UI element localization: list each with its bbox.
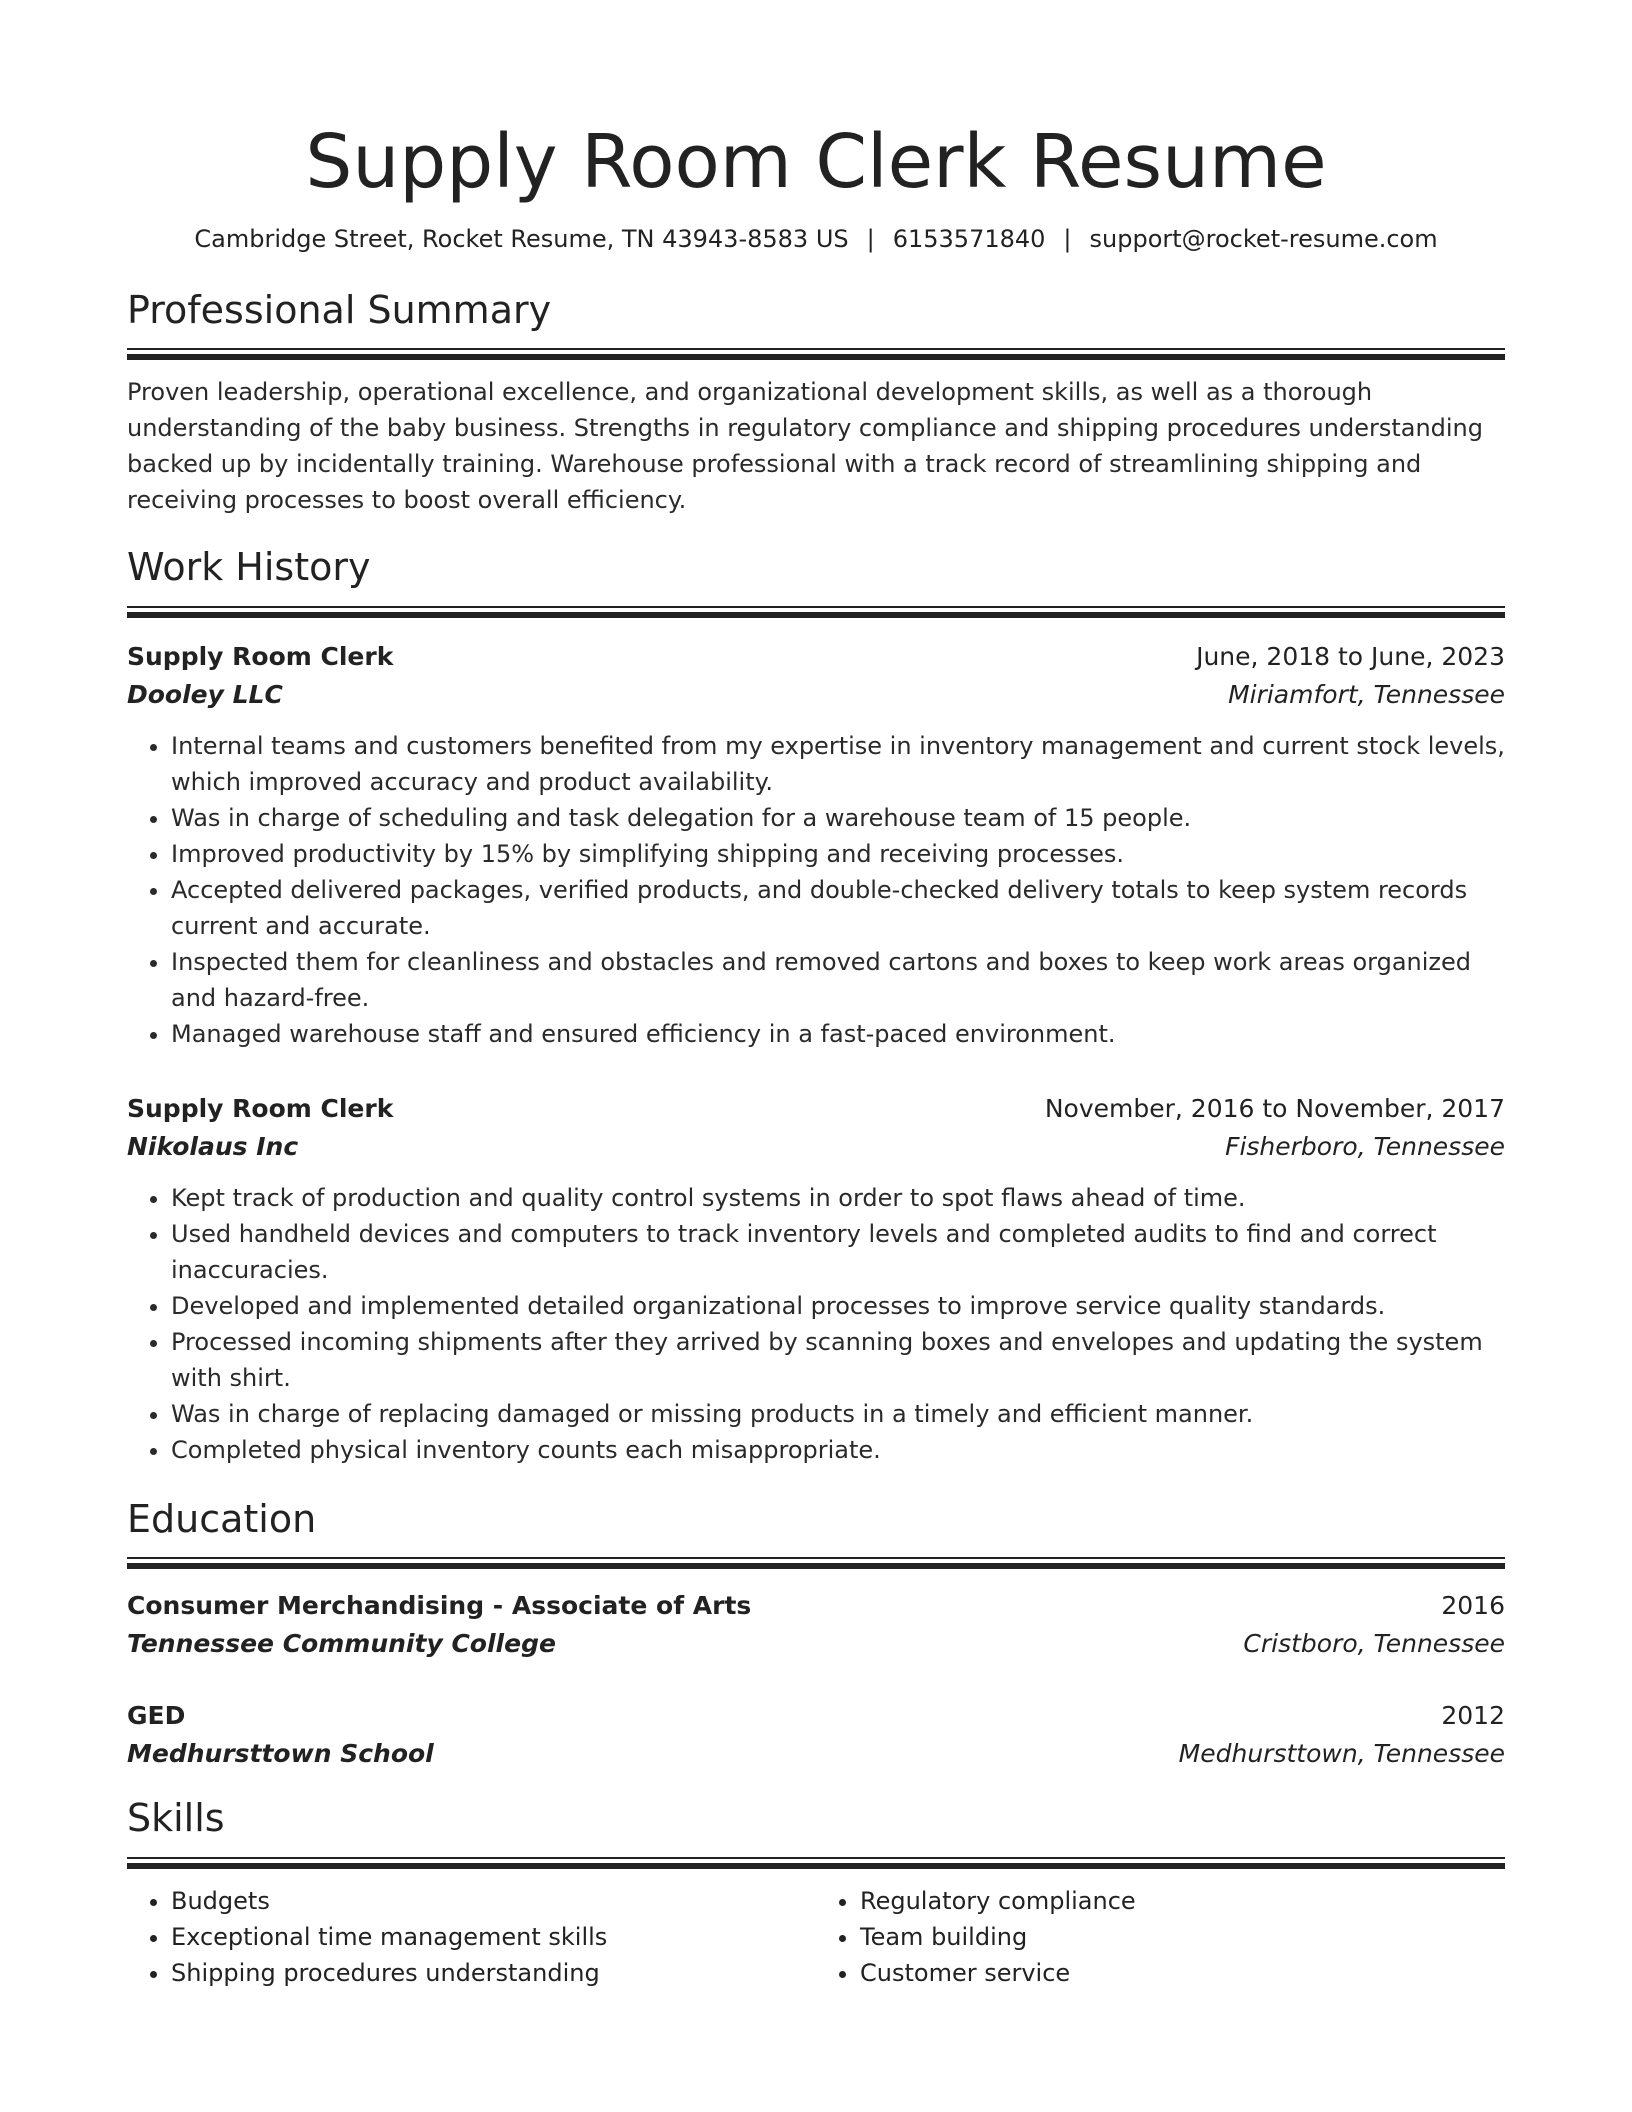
- contact-email[interactable]: support@rocket-resume.com: [1089, 224, 1438, 253]
- school-location: Medhursttown, Tennessee: [1178, 1739, 1505, 1769]
- list-item: • Used handheld devices and computers to track inventory levels and completed audits to find and correct inaccuracies.: [171, 1216, 1505, 1288]
- skill-item: • Exceptional time management skills: [171, 1919, 816, 1955]
- section-heading: Skills: [127, 1796, 225, 1841]
- education-entry: [127, 1587, 1505, 1663]
- job-dates: June, 2018 to June, 2023: [1196, 641, 1505, 671]
- skill-item: • Budgets: [171, 1883, 816, 1919]
- education-section: [127, 1496, 1505, 1774]
- list-item: • Managed warehouse staff and ensured efficiency in a fast-paced environment.: [171, 1016, 1505, 1052]
- section-heading: Work History: [127, 545, 371, 590]
- school-name: Tennessee Community College: [127, 1629, 556, 1659]
- degree-name: GED: [127, 1701, 186, 1731]
- job-title: Supply Room Clerk: [127, 1093, 394, 1123]
- school-location: Cristboro, Tennessee: [1243, 1629, 1505, 1659]
- education-entry: [127, 1697, 1505, 1773]
- graduation-year: 2016: [1441, 1591, 1505, 1621]
- list-item: • Kept track of production and quality control systems in order to spot flaws ahead of time.: [171, 1180, 1505, 1216]
- job-bullets: [127, 728, 1505, 1052]
- skills-column-left: [127, 1883, 816, 1991]
- company-name: Dooley LLC: [127, 679, 283, 709]
- graduation-year: 2012: [1441, 1701, 1505, 1731]
- job-title: Supply Room Clerk: [127, 641, 394, 671]
- skills-section: [127, 1795, 1505, 1991]
- skills-list: [127, 1883, 1505, 1991]
- contact-separator: |: [866, 224, 875, 253]
- summary-text: Proven leadership, operational excellence, and organizational development skills, as well as a thorough understanding of the baby business. Strengths in regulatory compliance and shipping procedures understanding backed up by incidentally training. Warehouse professional with a track record of streamlining shipping and receiving processes to boost overall efficiency.: [127, 378, 1483, 515]
- list-item: • Was in charge of replacing damaged or missing products in a timely and efficient manner.: [171, 1396, 1505, 1432]
- section-divider: [127, 606, 1505, 618]
- job-dates: November, 2016 to November, 2017: [1044, 1093, 1505, 1123]
- section-divider: [127, 1857, 1505, 1869]
- job-entry: [127, 1090, 1505, 1468]
- list-item: • Accepted delivered packages, verified products, and double-checked delivery totals to keep system records current and accurate.: [171, 872, 1505, 944]
- section-heading: Education: [127, 1496, 317, 1541]
- job-location: Miriamfort, Tennessee: [1228, 679, 1505, 709]
- section-divider: [127, 1557, 1505, 1569]
- degree-name: Consumer Merchandising - Associate of Arts: [127, 1591, 752, 1621]
- school-name: Medhursttown School: [127, 1739, 434, 1769]
- list-item: • Completed physical inventory counts each misappropriate.: [171, 1432, 1505, 1468]
- skill-item: • Regulatory compliance: [860, 1883, 1505, 1919]
- list-item: • Was in charge of scheduling and task delegation for a warehouse team of 15 people.: [171, 800, 1505, 836]
- skill-item: • Customer service: [860, 1955, 1505, 1991]
- work-history-section: [127, 544, 1505, 1468]
- job-bullets: [127, 1180, 1505, 1468]
- job-entry: [127, 638, 1505, 1052]
- summary-section: [127, 287, 1505, 519]
- skills-column-right: [816, 1883, 1505, 1991]
- contact-phone[interactable]: 6153571840: [892, 224, 1046, 253]
- section-heading: Professional Summary: [127, 287, 552, 332]
- company-name: Nikolaus Inc: [127, 1131, 299, 1161]
- list-item: • Internal teams and customers benefited from my expertise in inventory management and current stock levels, which improved accuracy and product availability.: [171, 728, 1505, 800]
- list-item: • Improved productivity by 15% by simplifying shipping and receiving processes.: [171, 836, 1505, 872]
- contact-address: Cambridge Street, Rocket Resume, TN 43943-8583 US: [194, 224, 849, 253]
- resume-title: Supply Room Clerk Resume: [305, 119, 1327, 205]
- skill-item: • Team building: [860, 1919, 1505, 1955]
- list-item: • Processed incoming shipments after they arrived by scanning boxes and envelopes and updating the system with shirt.: [171, 1324, 1505, 1396]
- skill-item: • Shipping procedures understanding: [171, 1955, 816, 1991]
- contact-line: [127, 225, 1505, 253]
- job-location: Fisherboro, Tennessee: [1225, 1131, 1505, 1161]
- section-divider: [127, 348, 1505, 360]
- list-item: • Developed and implemented detailed organizational processes to improve service quality standards.: [171, 1288, 1505, 1324]
- contact-separator: |: [1063, 224, 1072, 253]
- list-item: • Inspected them for cleanliness and obstacles and removed cartons and boxes to keep work areas organized and hazard-free.: [171, 944, 1505, 1016]
